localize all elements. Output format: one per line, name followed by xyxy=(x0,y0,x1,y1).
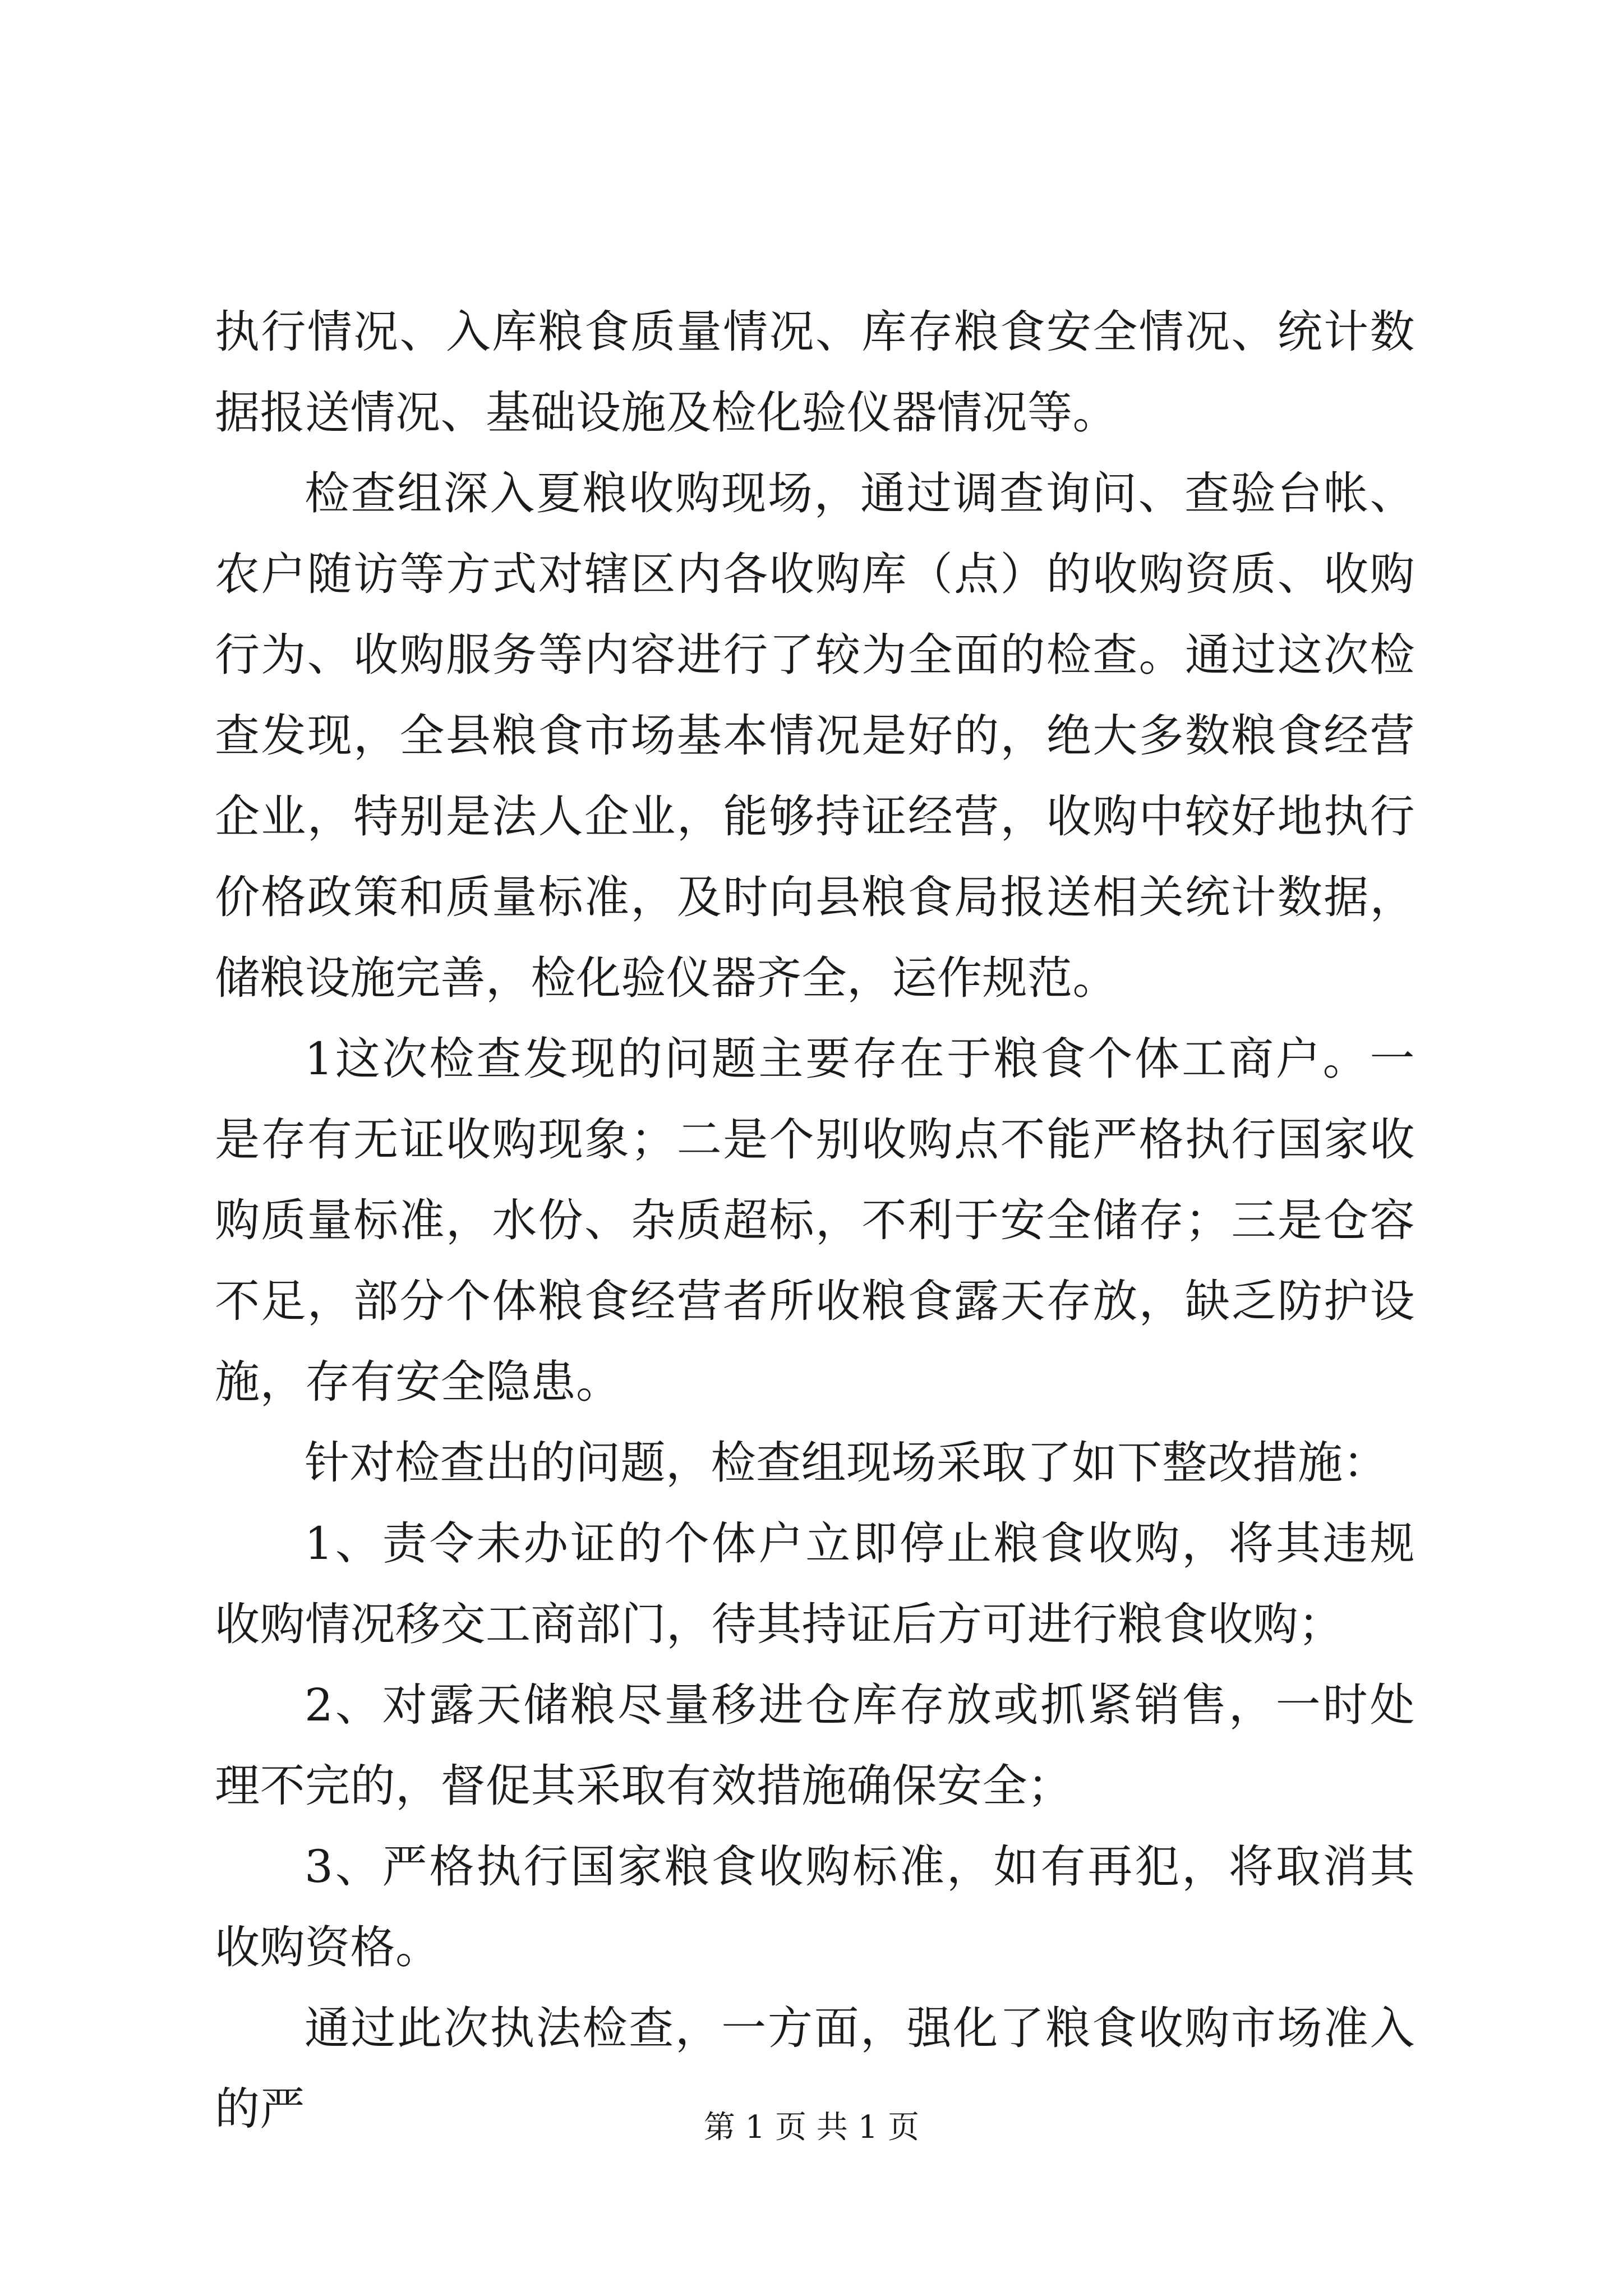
paragraph-3: 1这次检查发现的问题主要存在于粮食个体工商户。一是存有无证收购现象；二是个别收购点不能严格执行国家收购质量标准，水份、杂质超标，不利于安全储存；三是仓容不足，部分个体粮食经营者所收粮食露天存放，缺乏防护设施，存有安全隐患。 xyxy=(215,1033,1415,1408)
paragraph-5: 1、责令未办证的个体户立即停止粮食收购，将其违规收购情况移交工商部门，待其持证后方可进行粮食收购； xyxy=(215,1517,1415,1650)
document-body xyxy=(215,292,1415,2150)
paragraph-4: 针对检查出的问题，检查组现场采取了如下整改措施： xyxy=(305,1437,1388,1489)
paragraph-2: 检查组深入夏粮收购现场，通过调查询问、查验台帐、农户随访等方式对辖区内各收购库（点）的收购资质、收购行为、收购服务等内容进行了较为全面的检查。通过这次检查发现，全县粮食市场基本情况是好的，绝大多数粮食经营企业，特别是法人企业，能够持证经营，收购中较好地执行价格政策和质量标准，及时向县粮食局报送相关统计数据，储粮设施完善，检化验仪器齐全，运作规范。 xyxy=(215,467,1415,1004)
paragraph-8: 通过此次执法检查，一方面，强化了粮食收购市场准入的严 xyxy=(215,2002,1415,2135)
page-footer: 第 1 页 共 1 页 xyxy=(703,2109,920,2146)
paragraph-1: 执行情况、入库粮食质量情况、库存粮食安全情况、统计数据报送情况、基础设施及检化验仪器情况等。 xyxy=(215,306,1415,439)
paragraph-7: 3、严格执行国家粮食收购标准，如有再犯，将取消其收购资格。 xyxy=(215,1841,1415,1973)
paragraph-6: 2、对露天储粮尽量移进仓库存放或抓紧销售，一时处理不完的，督促其采取有效措施确保安全； xyxy=(215,1679,1415,1812)
